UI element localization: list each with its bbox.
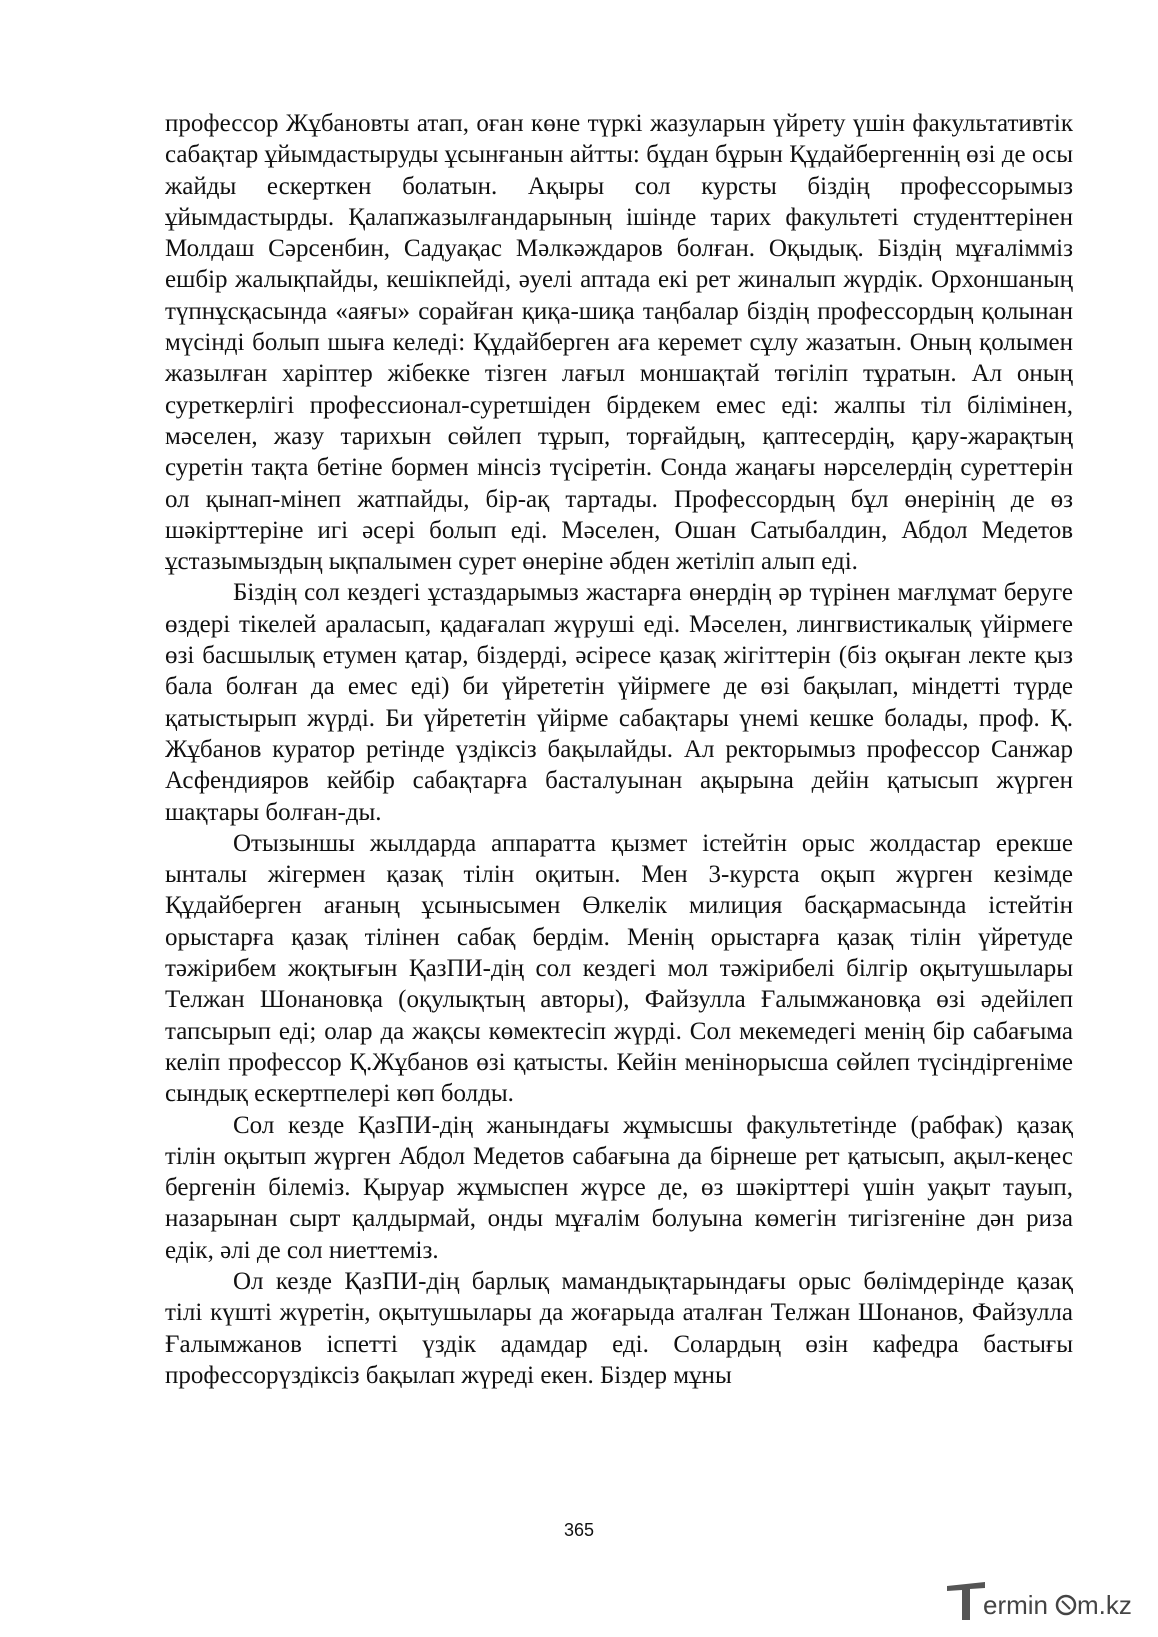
paragraph: Ол кезде ҚазПИ-дің барлық мамандықтарындағы орыс бөлімдерінде қазақ тілі күшті жүретін, оқытушылары да жоғарыда аталған Телжан Шонанов, Файзулла Ғалымжанов іспетті үздік адамдар еді. Солардың өзін кафедра бастығы профессорүздіксіз бақылап жүреді екен. Біздер мұны xyxy=(165,1267,1073,1389)
page-number: 365 xyxy=(563,1520,595,1540)
watermark-text-end: m.kz xyxy=(1077,1590,1132,1620)
watermark-logo xyxy=(945,1580,1145,1624)
termincom-logo-icon xyxy=(945,1580,1145,1624)
watermark-text-start: ermin xyxy=(983,1590,1049,1620)
paragraph: профессор Жұбановты атап, оған көне түркі жазуларын үйрету үшін факультативтік сабақтар ұйымдастыруды ұсынғанын айтты: бұдан бұрын Құдайбергеннің өзі де осы жайды ескерткен болатын. Ақыры сол курсты біздің профессорымыз ұйымдастырды. Қалапжазылғандарының ішінде тарих факультеті студенттерінен Молдаш Сәрсенбин, Садуақас Мәлкәждаров болған. Оқыдық. Біздің мұғалімміз ешбір жалықпайды, кешікпейді, әуелі аптада екі рет жиналып жүрдік. Орхоншаның түпнұсқасында «аяғы» сорайған қиқа-шиқа таңбалар біздің профессордың қолынан мүсінді болып шыға келеді: Құдайберген аға керемет сұлу жазатын. Оның қолымен жазылған харіптер жібекке тізген лағыл моншақтай төгіліп тұратын. Ал оның суреткерлігі профессионал-суретшіден бірдекем емес еді: жалпы тіл білімінен, мәселен, жазу тарихын сөйлеп тұрып, торғайдың, қаптесердің, қару-жарақтың суретін тақта бетіне бормен мінсіз түсіретін. Сонда жаңағы нәрселердің суреттерін ол қынап-мінеп жатпайды, бір-ақ тартады. Профессордың бұл өнерінің де өз шәкірттеріне игі әсері болып еді. Мәселен, Ошан Сатыбалдин, Абдол Медетов ұстазымыздың ықпалымен сурет өнеріне әбден жетіліп алып еді. xyxy=(165,110,1073,576)
body-text xyxy=(165,108,1073,1391)
paragraph: Біздің сол кездегі ұстаздарымыз жастарға өнердің әр түрінен мағлұмат беруге өздері тікелей араласып, қадағалап жүруші еді. Мәселен, лингвистикалық үйірмеге өзі басшылық етумен қатар, біздерді, әсіресе қазақ жігіттерін (біз оқыған лекте қыз бала болған да емес еді) би үйрететін үйірмеге де өзі бақылап, міндетті түрде қатыстырып жүрді. Би үйрететін үйірме сабақтары үнемі кешке болады, проф. Қ. Жұбанов куратор ретінде үздіксіз бақылайды. Ал ректорымыз профессор Санжар Асфендияров кейбір сабақтарға басталуынан ақырына дейін қатысып жүрген шақтары болған-ды. xyxy=(165,579,1073,826)
paragraph: Отызыншы жылдарда аппаратта қызмет істейтін орыс жолдастар ерекше ынталы жігермен қазақ тілін оқитын. Мен 3-курста оқып жүрген кезімде Құдайберген ағаның ұсынысымен Өлкелік милиция басқармасында істейтін орыстарға қазақ тілінен сабақ бердім. Менің орыстарға қазақ тілін үйретуде тәжірибем жоқтығын ҚазПИ-дің сол кездегі мол тәжірибелі білгір оқытушылары Телжан Шонановқа (оқулықтың авторы), Файзулла Ғалымжановқа өзі әдейілеп тапсырып еді; олар да жақсы көмектесіп жүрді. Сол мекемедегі менің бір сабағыма келіп профессор Қ.Жұбанов өзі қатысты. Кейін менінорысша сөйлеп түсіндіргеніме сындық ескертпелері көп болды. xyxy=(165,829,1073,1108)
paragraph: Сол кезде ҚазПИ-дің жанындағы жұмысшы факультетінде (рабфак) қазақ тілін оқытып жүрген Абдол Медетов сабағына да бірнеше рет қатысып, ақыл-кеңес бергенін білеміз. Қыруар жұмыспен жүрсе де, өз шәкірттері үшін уақыт тауып, назарынан сырт қалдырмай, онды мұғалім болуына көмегін тигізгеніне дән риза едік, әлі де сол ниеттеміз. xyxy=(165,1111,1073,1264)
